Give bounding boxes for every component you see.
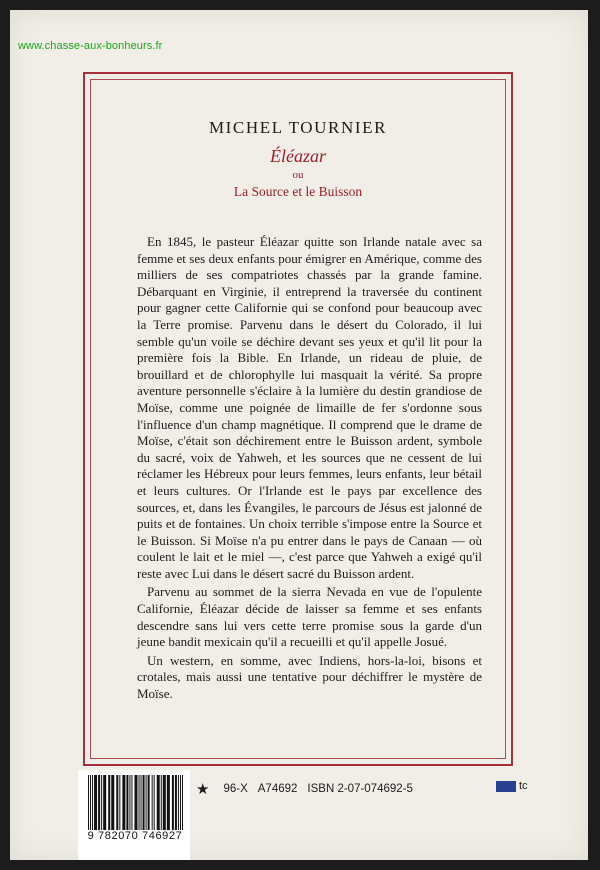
barcode-bar: [111, 775, 114, 830]
barcode-bar: [148, 775, 150, 830]
blurb-paragraph: En 1845, le pasteur Éléazar quitte son Irlande natale avec sa femme et ses deux enfants pour émigrer en Amérique, comme des milliers de ses compatriotes chassés par la grande famine. Débarquant en Virginie, il entreprend la traversée du continent pour gagner cette Californie qui se confond pour beaucoup avec la Terre promise. Parvenu dans le désert du Colorado, il lui semble qu'un voile se déchire devant ses yeux et qu'il lit pour la première fois la Bible. En Irlande, un rideau de pluie, de brouillard et de chlorophylle lui masquait la vérité. Sa propre aventure personnelle s'éclaire à la lumière du destin grandiose de Moïse, comme une poignée de limaille de fer s'ordonne sous l'influence d'un champ magnétique. Il comprend que le drame de Moïse, c'était son déchirement entre le Buisson ardent, symbole du sacré, voix de Yahweh, et les sources que ne cessent de lui réclamer les Hébreux pour leurs femmes, leurs enfants, leur bétail et leurs cultures. Or l'Irlande est le pays par excellence des sources, et, dans les Évangiles, le parcours de Jésus est jalonné de puits et de fontaines. Un choix terrible s'impose entre la Source et le Buisson. Si Moïse n'a pu entrer dans le pays de Canaan — où coulent le lait et le miel —, c'est parce que Yahweh a exigé qu'il reste avec Lui dans le désert sacré du Buisson ardent.: [137, 234, 482, 581]
barcode-bar: [116, 775, 118, 830]
isbn: ISBN 2-07-074692-5: [307, 783, 413, 795]
barcode-bar: [98, 775, 100, 830]
distributor-label: tc: [519, 780, 528, 792]
barcode-bar: [141, 775, 142, 830]
barcode-bar: [122, 775, 125, 830]
barcode-bar: [182, 775, 183, 830]
barcode-bar: [157, 775, 160, 830]
book-title: Éléazar: [270, 146, 326, 166]
barcode-bar: [143, 775, 145, 830]
barcode-bar: [146, 775, 147, 830]
isbn-row: [196, 781, 413, 797]
barcode-bar: [152, 775, 153, 830]
barcode-bar: [163, 775, 166, 830]
barcode-bar: [161, 775, 162, 830]
author-name: MICHEL TOURNIER: [208, 118, 388, 137]
barcode-bar: [154, 775, 155, 830]
barcode-bar: [167, 775, 170, 830]
blurb-text: [137, 234, 482, 705]
barcode-digits: 9 782070 746927: [87, 830, 183, 842]
barcode-bar: [126, 775, 128, 830]
watermark-url: www.chasse-aux-bonheurs.fr: [18, 40, 163, 52]
barcode-bar: [119, 775, 120, 830]
barcode-bar: [101, 775, 102, 830]
distributor-logo-icon: [496, 781, 516, 792]
catalog-code: A74692: [257, 783, 298, 795]
blurb-paragraph: Parvenu au sommet de la sierra Nevada en vue de l'opulente Californie, Éléazar décide de laisser sa femme et ses enfants descendre sans lui vers cette terre promise sous la garde d'un jeune bandit mexicain qu'il a recueilli et qu'il appelle Josué.: [137, 584, 482, 650]
barcode-bar: [88, 775, 89, 830]
blurb-paragraph: Un western, en somme, avec Indiens, hors-la-loi, bisons et crotales, mais aussi une tentative pour déchiffrer le mystère de Moïse.: [137, 652, 482, 702]
barcode-bar: [178, 775, 179, 830]
barcode-bar: [90, 775, 91, 830]
gallimard-logo-icon: ★: [196, 780, 210, 798]
product-code: 96-X: [223, 783, 248, 795]
barcode-bar: [134, 775, 137, 830]
barcode-bar: [131, 775, 132, 830]
barcode-bar: [180, 775, 181, 830]
barcode-bar: [172, 775, 174, 830]
barcode-bar: [175, 775, 177, 830]
barcode-bar: [139, 775, 140, 830]
barcode-bar: [103, 775, 106, 830]
barcode-bar: [94, 775, 97, 830]
barcode-bar: [92, 775, 93, 830]
title-connector: ou: [292, 169, 304, 181]
distributor-mark: [496, 780, 528, 792]
book-subtitle: La Source et le Buisson: [233, 184, 363, 199]
barcode-bar: [129, 775, 130, 830]
barcode: [88, 775, 184, 830]
barcode-bar: [108, 775, 110, 830]
